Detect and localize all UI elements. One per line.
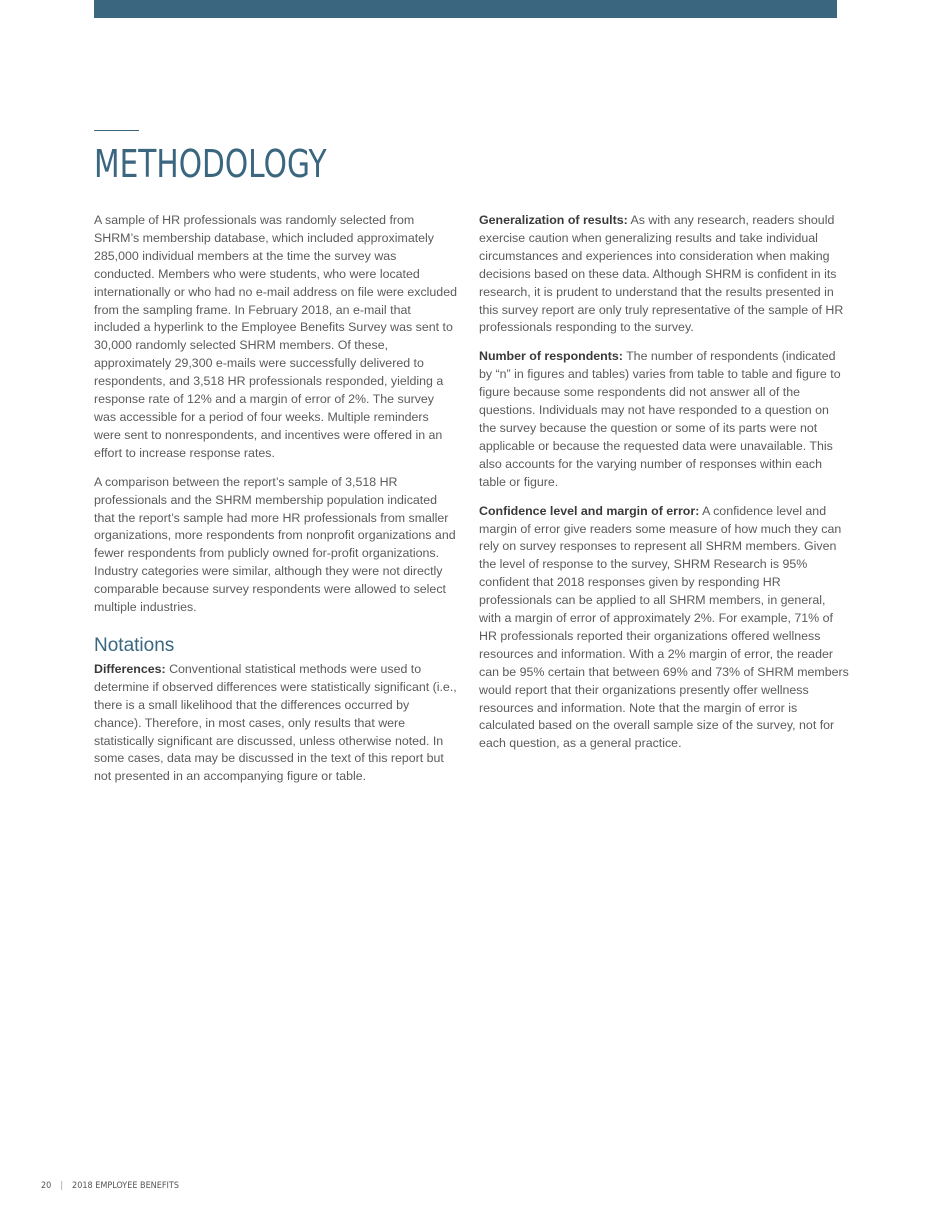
methodology-paragraph-sample: A sample of HR professionals was randomly selected from SHRM’s membership database, which included approximately 285,000 individual members at the time the survey was conducted. Members who were students, who were located internationally or who had no e-mail address on file were excluded from the sampling frame. In February 2018, an e-mail that included a hyperlink to the Employee Benefits Survey was sent to 30,000 randomly selected SHRM members. Of these, approximately 29,300 e-mails were successfully delivered to respondents, and 3,518 HR professionals responded, yielding a response rate of 12% and a margin of error of 2%. The survey was accessible for a period of four weeks. Multiple reminders were sent to nonrespondents, and incentives were offered in an effort to increase response rates.	[94, 213, 457, 460]
confidence-paragraph	[479, 503, 849, 754]
generalization-text: As with any research, readers should exercise caution when generalizing results and take individual circumstances and experiences into consideration when making decisions based on these data. Although SHRM is confident in its research, it is prudent to understand that the results presented in this survey report are only truly representative of the sample of HR professionals responding to the survey.	[479, 213, 844, 335]
methodology-paragraph-comparison: A comparison between the report’s sample of 3,518 HR professionals and the SHRM membership population indicated that the report’s sample had more HR professionals from smaller organizations, more respondents from nonprofit organizations and fewer respondents from publicly owned for-profit organizations. Industry categories were similar, although they were not directly comparable because survey respondents were allowed to select multiple industries.	[94, 474, 456, 615]
generalization-paragraph	[479, 212, 849, 337]
page-title: METHODOLOGY	[94, 142, 327, 186]
confidence-label: Confidence level and margin of error:	[479, 503, 700, 518]
differences-text: Conventional statistical methods were used to determine if observed differences were statistically significant (i.e., there is a small likelihood that the differences occurred by chance). Therefore, in most cases, only results that were statistically significant are discussed, unless otherwise noted. In some cases, data may be discussed in the text of this report but not presented in an accompanying figure or table.	[94, 661, 457, 784]
right-column	[479, 212, 849, 764]
respondents-paragraph	[479, 348, 849, 491]
page-footer	[41, 1181, 179, 1191]
differences-label: Differences:	[94, 661, 166, 676]
differences-paragraph	[94, 661, 458, 786]
left-column	[94, 212, 458, 797]
top-accent-bar	[94, 0, 837, 18]
generalization-label: Generalization of results:	[479, 213, 628, 227]
footer-separator: |	[60, 1181, 64, 1191]
report-title: 2018 EMPLOYEE BENEFITS	[72, 1181, 179, 1191]
respondents-text: The number of respondents (indicated by “n” in figures and tables) varies from table to table and figure to figure because some respondents did not answer all of the questions. Individuals may not have responded to a question on the survey because the question or some of its parts were not applicable or because the requested data were unavailable. This also accounts for the varying number of responses within each table or figure.	[479, 349, 841, 489]
confidence-text: A confidence level and margin of error give readers some measure of how much they can rely on survey responses to represent all SHRM members. Given the level of response to the survey, SHRM Research is 95% confident that 2018 responses given by responding HR professionals can be applied to all SHRM members, in general, with a margin of error of approximately 2%. For example, 71% of HR professionals reported their organizations offered wellness resources and information. With a 2% margin of error, the reader can be 95% certain that between 69% and 73% of SHRM members would report that their organizations presently offer wellness resources and information. Note that the margin of error is calculated based on the overall sample size of the survey, not for each question, as a general practice.	[479, 503, 849, 751]
page-number: 20	[41, 1181, 52, 1191]
notations-heading: Notations	[94, 634, 175, 656]
respondents-label: Number of respondents:	[479, 349, 623, 364]
title-rule	[94, 130, 139, 131]
